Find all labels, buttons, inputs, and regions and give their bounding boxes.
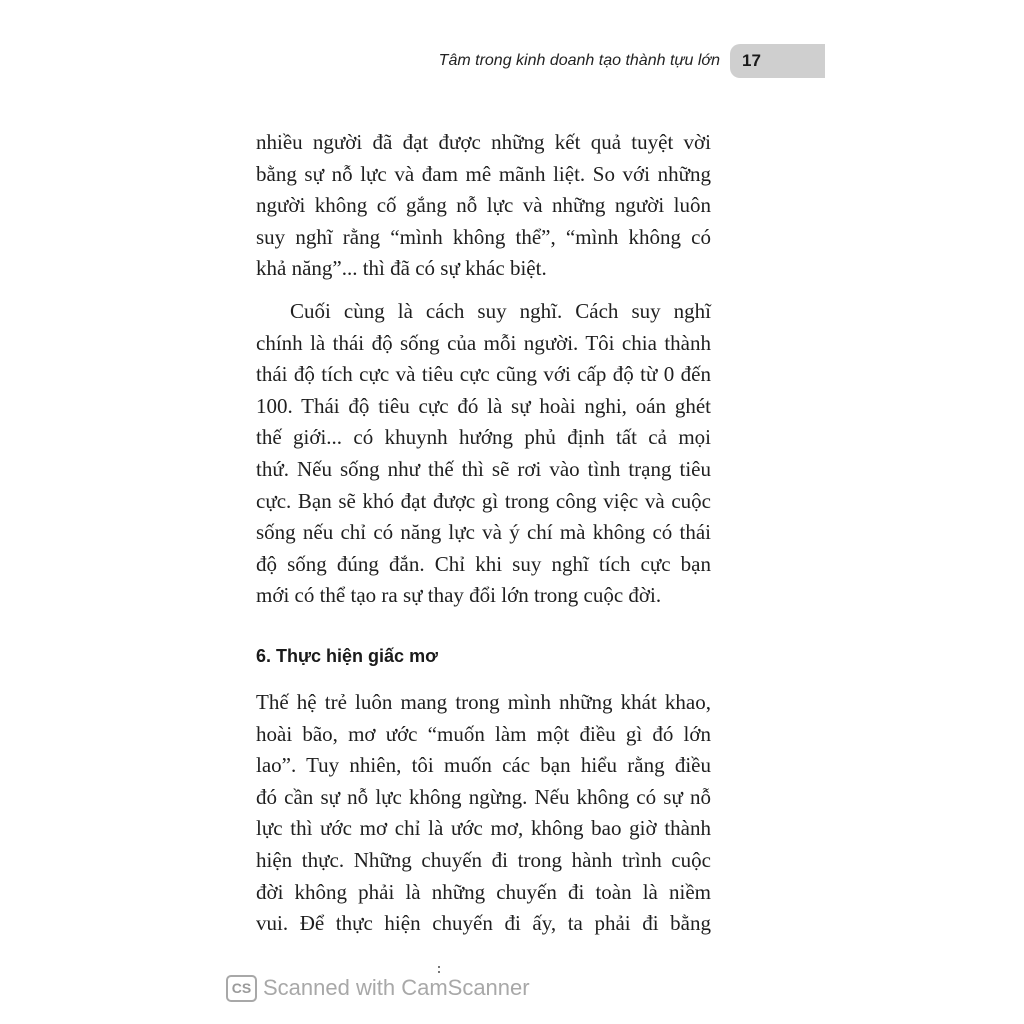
text-line: Thế hệ trẻ luôn mang trong mình những khát khao,: [256, 690, 711, 714]
text-line: thứ. Nếu sống như thế thì sẽ rơi vào tình trạng tiêu: [256, 456, 711, 481]
text-line: người không cố gắng nỗ lực và những người luôn: [256, 193, 711, 218]
watermark-text: Scanned with CamScanner: [263, 975, 530, 1000]
text-line: sống nếu chỉ có năng lực và ý chí mà không có thái: [256, 520, 711, 545]
text-line: Cuối cùng là cách suy nghĩ. Cách suy nghĩ: [290, 299, 711, 323]
paragraph-3: [256, 687, 711, 940]
camscanner-logo-icon: CS: [226, 975, 257, 1002]
text-line: cực. Bạn sẽ khó đạt được gì trong công việc và cuộc: [256, 488, 711, 513]
paragraph-2: [256, 296, 711, 612]
text-line: nhiều người đã đạt được những kết quả tuyệt vời: [256, 130, 711, 154]
text-line: chính là thái độ sống của mỗi người. Tôi chia thành: [256, 330, 711, 355]
text-line: thế giới... có khuynh hướng phủ định tất cả mọi: [256, 425, 711, 450]
scan-speck: [438, 966, 443, 973]
section-heading: 6. Thực hiện giấc mơ: [256, 646, 438, 666]
text-line: hoài bão, mơ ước “muốn làm một điều gì đó lớn: [256, 721, 711, 746]
text-line: vui. Để thực hiện chuyến đi ấy, ta phải đi bằng: [256, 911, 711, 936]
text-line: suy nghĩ rằng “mình không thể”, “mình không có: [256, 224, 711, 249]
text-line: bằng sự nỗ lực và đam mê mãnh liệt. So với những: [256, 161, 711, 186]
text-line: thái độ tích cực và tiêu cực cũng với cấp độ từ 0 đến: [256, 362, 711, 387]
text-line: mới có thể tạo ra sự thay đổi lớn trong cuộc đời.: [256, 583, 662, 608]
running-title: Tâm trong kinh doanh tạo thành tựu lớn: [438, 52, 720, 69]
text-line: hiện thực. Những chuyến đi trong hành trình cuộc: [256, 847, 711, 872]
page-number: 17: [742, 51, 761, 70]
text-line: khả năng”... thì đã có sự khác biệt.: [256, 256, 547, 281]
text-line: lực thì ước mơ chỉ là ước mơ, không bao giờ thành: [256, 816, 711, 841]
text-line: 100. Thái độ tiêu cực đó là sự hoài nghi, oán ghét: [256, 393, 711, 418]
text-line: lao”. Tuy nhiên, tôi muốn các bạn hiểu rằng điều: [256, 753, 711, 778]
paragraph-1: [256, 127, 711, 285]
text-line: độ sống đúng đắn. Chỉ khi suy nghĩ tích cực bạn: [256, 551, 711, 576]
text-line: đời không phải là những chuyến đi toàn là niềm: [256, 879, 711, 904]
text-line: đó cần sự nỗ lực không ngừng. Nếu không có sự nỗ: [256, 784, 711, 809]
